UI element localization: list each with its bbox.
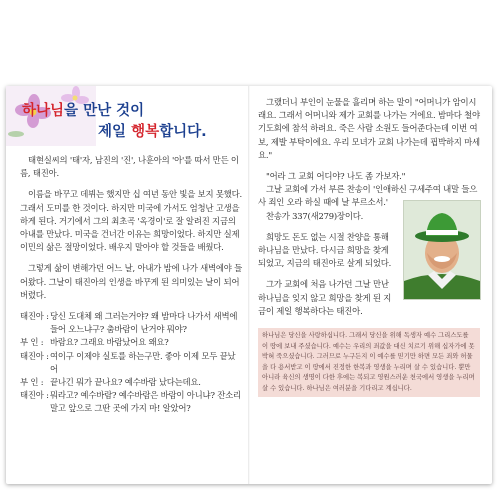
paragraph: 찬송가 337(새279)장이다. <box>266 210 364 221</box>
page-title: 하나님을 만난 것이 제일 행복합니다. <box>22 103 207 140</box>
dialogue-line: 부 인 : 바람요? 그래요 바람났어요 왜요? <box>20 337 169 348</box>
dialogue-line: 태진아 : 당신 도대체 왜 그러는거야? 왜 밤마다 나가서 새벽에 들어 오느냐구? 춤바람이 난거야 뭐야? <box>20 311 238 335</box>
dialogue-line: 태진아 : 여이구 이제야 실토를 하는구만. 좋아 이제 모두 끝났어 <box>20 350 236 374</box>
dialogue <box>20 310 242 416</box>
paragraph: 태현실씨의 '태'자, 남진의 '진', 나훈아의 '아'를 따서 만든 이름, 태진아. <box>20 155 239 179</box>
dialogue-line: 태진아 : 뭐라고? 예수바람? 예수바람은 바람이 아니냐? 잔소리 말고 앞으로 그딴 곳에 가지 마! 알았어? <box>20 390 241 414</box>
portrait-photo <box>403 200 481 300</box>
left-column-text <box>20 154 242 416</box>
page-fold <box>248 86 250 484</box>
paragraph: 그가 교회에 처음 나가던 그날 만난 하나님을 잊지 않고 희망을 찾게 된 지금이 제일 행복하다는 태진아. <box>258 279 392 316</box>
paragraph: "어라 그 교회 어디야? 나도 좀 가보자." <box>266 171 406 182</box>
paragraph: 그랬더니 부인이 눈물을 흘리며 하는 말이 "어머니가 암이시래요. 그래서 어머니와 제가 교회를 나가는 거에요. 밤마다 철야기도회에 참석 하려요. 죽은 사람 소원도 들어준다는데 이번 여보, 제발 부탁이에요. 우리 모녀가 교회 나가는데 핍박하지 마세요." <box>258 97 480 160</box>
paragraph: 그날 교회에 가서 부른 찬송이 '인애하신 구세주여 내말 들으사 죄인 오라 하실 때에 날 부르소서.' <box>258 184 478 208</box>
paragraph: 그렇게 삶이 변해가던 어느 날, 아내가 밤에 나가 새벽에야 들어왔다. 그날이 태진아의 인생을 바꾸게 된 의미있는 날이 되어 버렸다. <box>20 263 242 300</box>
paragraph: 희망도 돈도 없는 시절 찬양을 통해 하나님을 만났다. 다시금 희망을 찾게 되었고, 지금의 태진아로 살게 되었다. <box>258 231 392 269</box>
dialogue-line: 부 인 : 끝나긴 뭐가 끝나요? 예수바람 났다는데요. <box>20 377 201 388</box>
gospel-callout: 하나님은 당신을 사랑하십니다. 그래서 당신을 위해 독생자 예수 그리스도를 이 땅에 보내 주셨습니다. 예수는 우리의 죄값을 대신 치르기 위해 십자가에 못 박혀 죽으셨습니다. 그러므로 누구든지 이 예수를 믿기만 하면 모든 죄와 허물을 다 용서받고 이 땅에서 진정한 한복과 영생을 누리며 살 수 있습니다. 뿐만 아니라 육신의 생명이 다한 후에는 복되고 영원스러운 천국에서 영생을 누리며 살 수 있습니다. 하나님은 여러분을 기다리고 계십니다. <box>258 328 480 397</box>
paragraph: 이름을 바꾸고 데뷔는 했지만 십 여년 동안 빛을 보지 못했다. 그래서 도미를 한 것이다. 하지만 미국에 가서도 엄청난 고생을 하게 된다. 거기에서 그의 최초곡 '옥경이'로 잘 알려진 지금의 아내를 만났다. 미국을 건너간 이유는 희망이었다. 하지만 실제 이민의 삶은 절망이었다. 배우지 말아야 할 것들을 배웠다. <box>20 189 242 253</box>
